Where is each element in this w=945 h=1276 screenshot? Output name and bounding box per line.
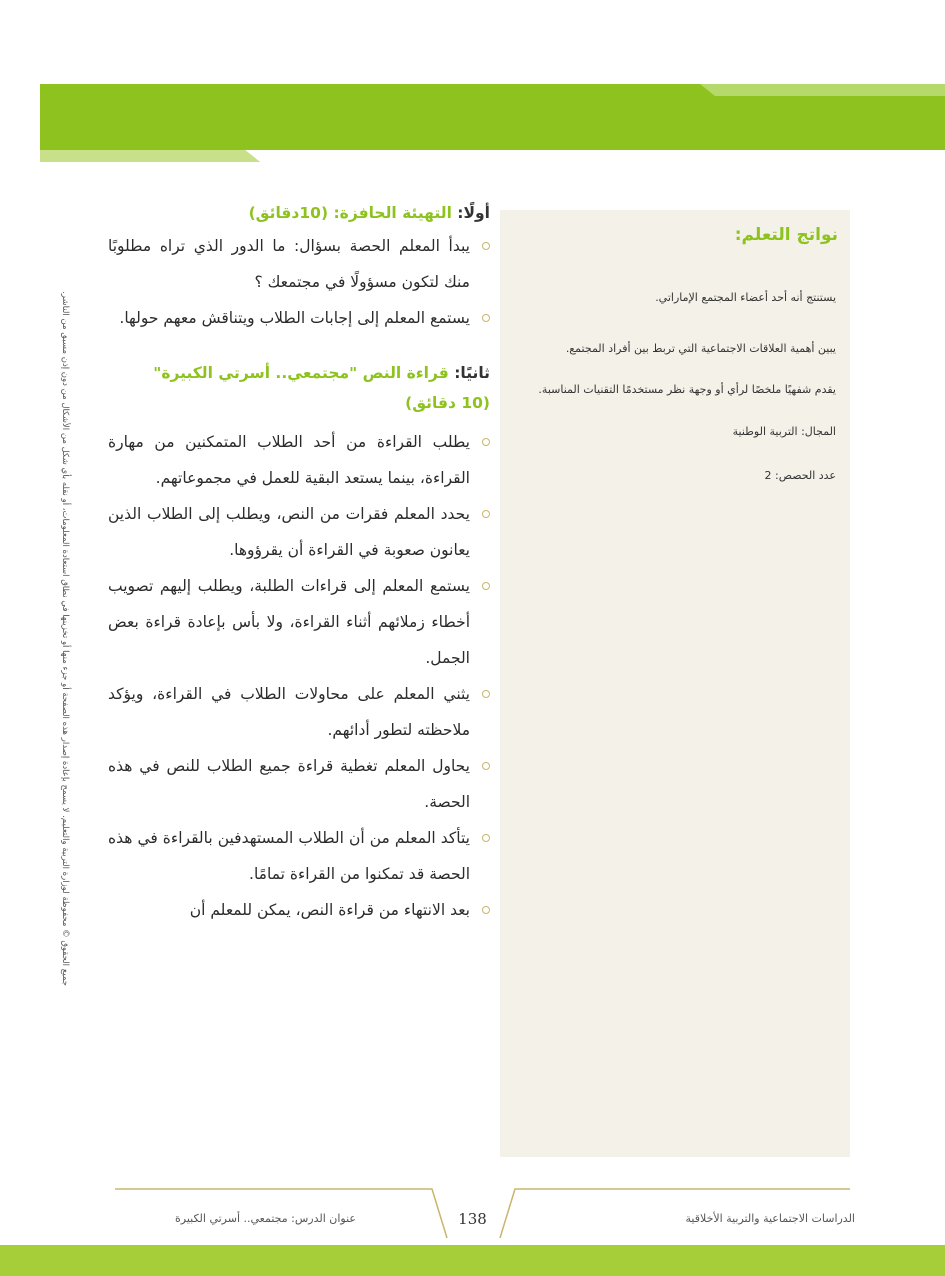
section2-list (108, 424, 490, 928)
bullet-icon (482, 438, 490, 446)
bullet-icon (482, 834, 490, 842)
top-banner (0, 0, 945, 170)
footer-subject: الدراسات الاجتماعية والتربية الأخلاقية (685, 1212, 855, 1225)
bullet-icon (482, 690, 490, 698)
bullet-icon (482, 906, 490, 914)
list-item (108, 424, 490, 496)
section1-time: (10دقائق) (248, 204, 329, 222)
side-copyright: جميع الحقوق © محفوظة لوزارة التربية والتعليم. لا يسمح بإعادة إصدار هذه الصفحة أو جزء منها أو تخزينها في نطاق استعادة المعلومات، أو نقله بأي شكل من الأشكال من دون إذن مسبق من الناشر. (60, 291, 70, 986)
list-item-text: يطلب القراءة من أحد الطلاب المتمكنين من مهارة القراءة، بينما يستعد البقية للعمل في مجموعاتهم. (108, 433, 470, 487)
outcome-item: يستنتج أنه أحد أعضاء المجتمع الإماراتي. (655, 291, 836, 304)
section1-list (108, 228, 490, 336)
list-item (108, 228, 490, 300)
learning-outcomes-panel (500, 210, 850, 1157)
list-item (108, 568, 490, 676)
outcomes-title: نواتج التعلم: (734, 225, 838, 245)
outcome-domain: المجال: التربية الوطنية (732, 425, 836, 438)
main-content (108, 198, 490, 928)
bullet-icon (482, 762, 490, 770)
list-item (108, 676, 490, 748)
section1-prefix: أولًا: (457, 204, 490, 222)
section2-time: (10 دقائق) (405, 394, 490, 412)
bullet-icon (482, 510, 490, 518)
list-item-text: يثني المعلم على محاولات الطلاب في القراءة، ويؤكد ملاحظته لتطور أدائهم. (108, 685, 470, 739)
list-item-text: يستمع المعلم إلى إجابات الطلاب ويتناقش معهم حولها. (119, 309, 470, 327)
list-item-text: يحدد المعلم فقرات من النص، ويطلب إلى الطلاب الذين يعانون صعوبة في القراءة أن يقرؤوها. (108, 505, 470, 559)
bullet-icon (482, 242, 490, 250)
banner-lower-tab (40, 150, 260, 162)
outcome-item: يقدم شفهيًا ملخصًا لرأي أو وجهة نظر مستخدمًا التقنيات المناسبة. (538, 383, 836, 396)
list-item (108, 300, 490, 336)
page-number: 138 (458, 1210, 487, 1228)
list-item-text: يتأكد المعلم من أن الطلاب المستهدفين بالقراءة في هذه الحصة قد تمكنوا من القراءة تمامًا. (108, 829, 470, 883)
footer-lesson-title: عنوان الدرس: مجتمعي.. أسرتي الكبيرة (175, 1212, 356, 1225)
list-item (108, 496, 490, 568)
bottom-strip (0, 1245, 945, 1276)
list-item (108, 748, 490, 820)
list-item-text: يحاول المعلم تغطية قراءة جميع الطلاب للنص في هذه الحصة. (108, 757, 470, 811)
bullet-icon (482, 314, 490, 322)
section1-heading (108, 198, 490, 228)
outcome-sessions: عدد الحصص: 2 (764, 469, 836, 482)
list-item (108, 820, 490, 892)
list-item-text: بعد الانتهاء من قراءة النص، يمكن للمعلم أن (189, 901, 470, 919)
section1-title: التهيئة الحافزة: (333, 204, 452, 222)
outcome-item: يبين أهمية العلاقات الاجتماعية التي تربط بين أفراد المجتمع. (565, 342, 836, 355)
section2-prefix: ثانيًا: (454, 364, 490, 382)
banner-highlight (700, 84, 945, 96)
list-item-text: يبدأ المعلم الحصة بسؤال: ما الدور الذي تراه مطلوبًا منك لتكون مسؤولًا في مجتمعك ؟ (108, 237, 470, 291)
section2-heading (108, 358, 490, 388)
section2-title: قراءة النص "مجتمعي.. أسرتي الكبيرة" (153, 364, 449, 382)
list-item-text: يستمع المعلم إلى قراءات الطلبة، ويطلب إليهم تصويب أخطاء زملائهم أثناء القراءة، ولا بأس بإعادة قراءة بعض الجمل. (108, 577, 470, 667)
bullet-icon (482, 582, 490, 590)
list-item (108, 892, 490, 928)
